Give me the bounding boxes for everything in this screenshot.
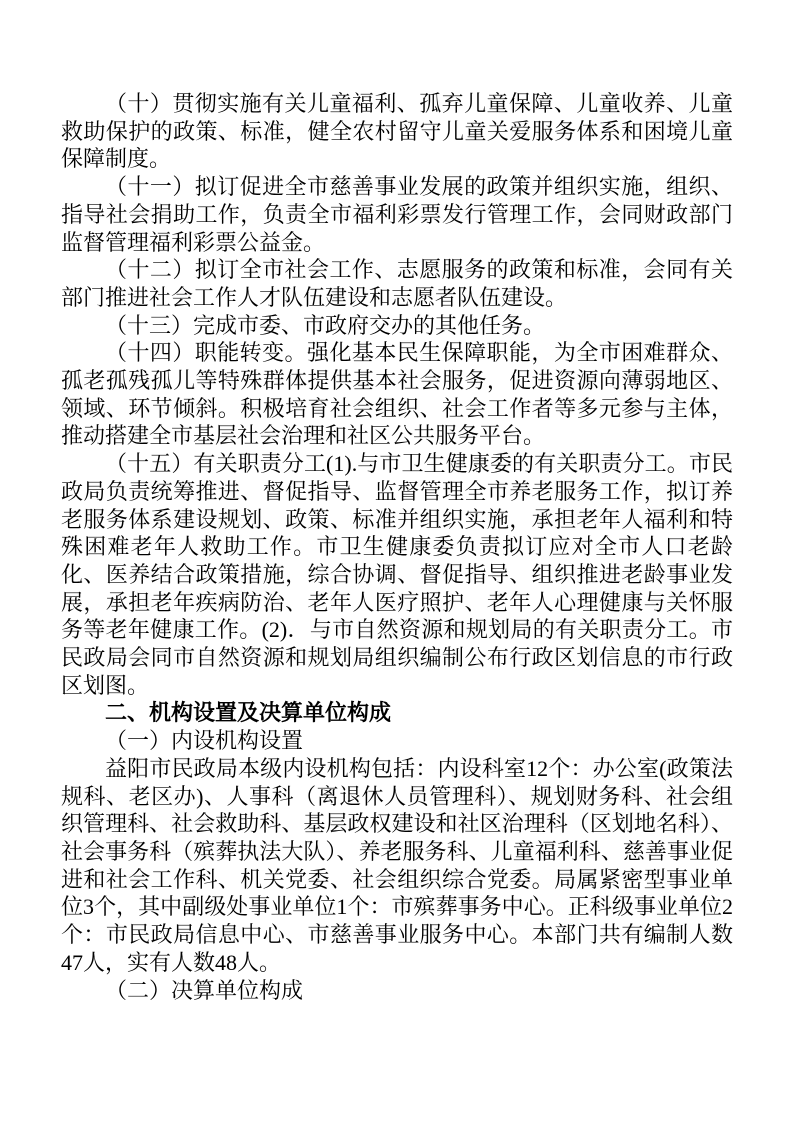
paragraph-duty-11: （十一）拟订促进全市慈善事业发展的政策并组织实施，组织、指导社会捐助工作，负责全市福利彩票发行管理工作，会同财政部门监督管理福利彩票公益金。: [61, 174, 733, 255]
subsection-1-heading: （一）内设机构设置: [105, 728, 304, 754]
paragraph-duty-13: （十三）完成市委、市政府交办的其他任务。: [105, 312, 546, 338]
paragraph-duty-10: （十）贯彻实施有关儿童福利、孤弃儿童保障、儿童收养、儿童救助保护的政策、标准，健全农村留守儿童关爱服务体系和困境儿童保障制度。: [61, 91, 733, 172]
paragraph-duty-12: （十二）拟订全市社会工作、志愿服务的政策和标准，会同有关部门推进社会工作人才队伍建设和志愿者队伍建设。: [61, 257, 733, 310]
section-2-heading: 二、机构设置及决算单位构成: [105, 700, 392, 726]
paragraph-duty-15: （十五）有关职责分工(1).与市卫生健康委的有关职责分工。市民政局负责统筹推进、督促指导、监督管理全市养老服务工作，拟订养老服务体系建设规划、政策、标准并组织实施，承担老年人福利和特殊困难老年人救助工作。市卫生健康委负责拟订应对全市人口老龄化、医养结合政策措施，综合协调、督促指导、组织推进老龄事业发展，承担老年疾病防治、老年人医疗照护、老年人心理健康与关怀服务等老年健康工作。(2)．与市自然资源和规划局的有关职责分工。市民政局会同市自然资源和规划局组织编制公布行政区划信息的市行政区划图。: [61, 451, 733, 698]
paragraph-duty-14: （十四）职能转变。强化基本民生保障职能，为全市困难群众、孤老孤残孤儿等特殊群体提供基本社会服务，促进资源向薄弱地区、领域、环节倾斜。积极培育社会组织、社会工作者等多元参与主体，推动搭建全市基层社会治理和社区公共服务平台。: [61, 340, 733, 449]
subsection-2-heading: （二）决算单位构成: [105, 977, 304, 1003]
paragraph-internal-org: 益阳市民政局本级内设机构包括：内设科室12个：办公室(政策法规科、老区办)、人事科（离退休人员管理科）、规划财务科、社会组织管理科、社会救助科、基层政权建设和社区治理科（区划地名科）、社会事务科（殡葬执法大队）、养老服务科、儿童福利科、慈善事业促进和社会工作科、机关党委、社会组织综合党委。局属紧密型事业单位3个，其中副级处事业单位1个：市殡葬事务中心。正科级事业单位2个：市民政局信息中心、市慈善事业服务中心。本部门共有编制人数47人，实有人数48人。: [61, 755, 733, 975]
